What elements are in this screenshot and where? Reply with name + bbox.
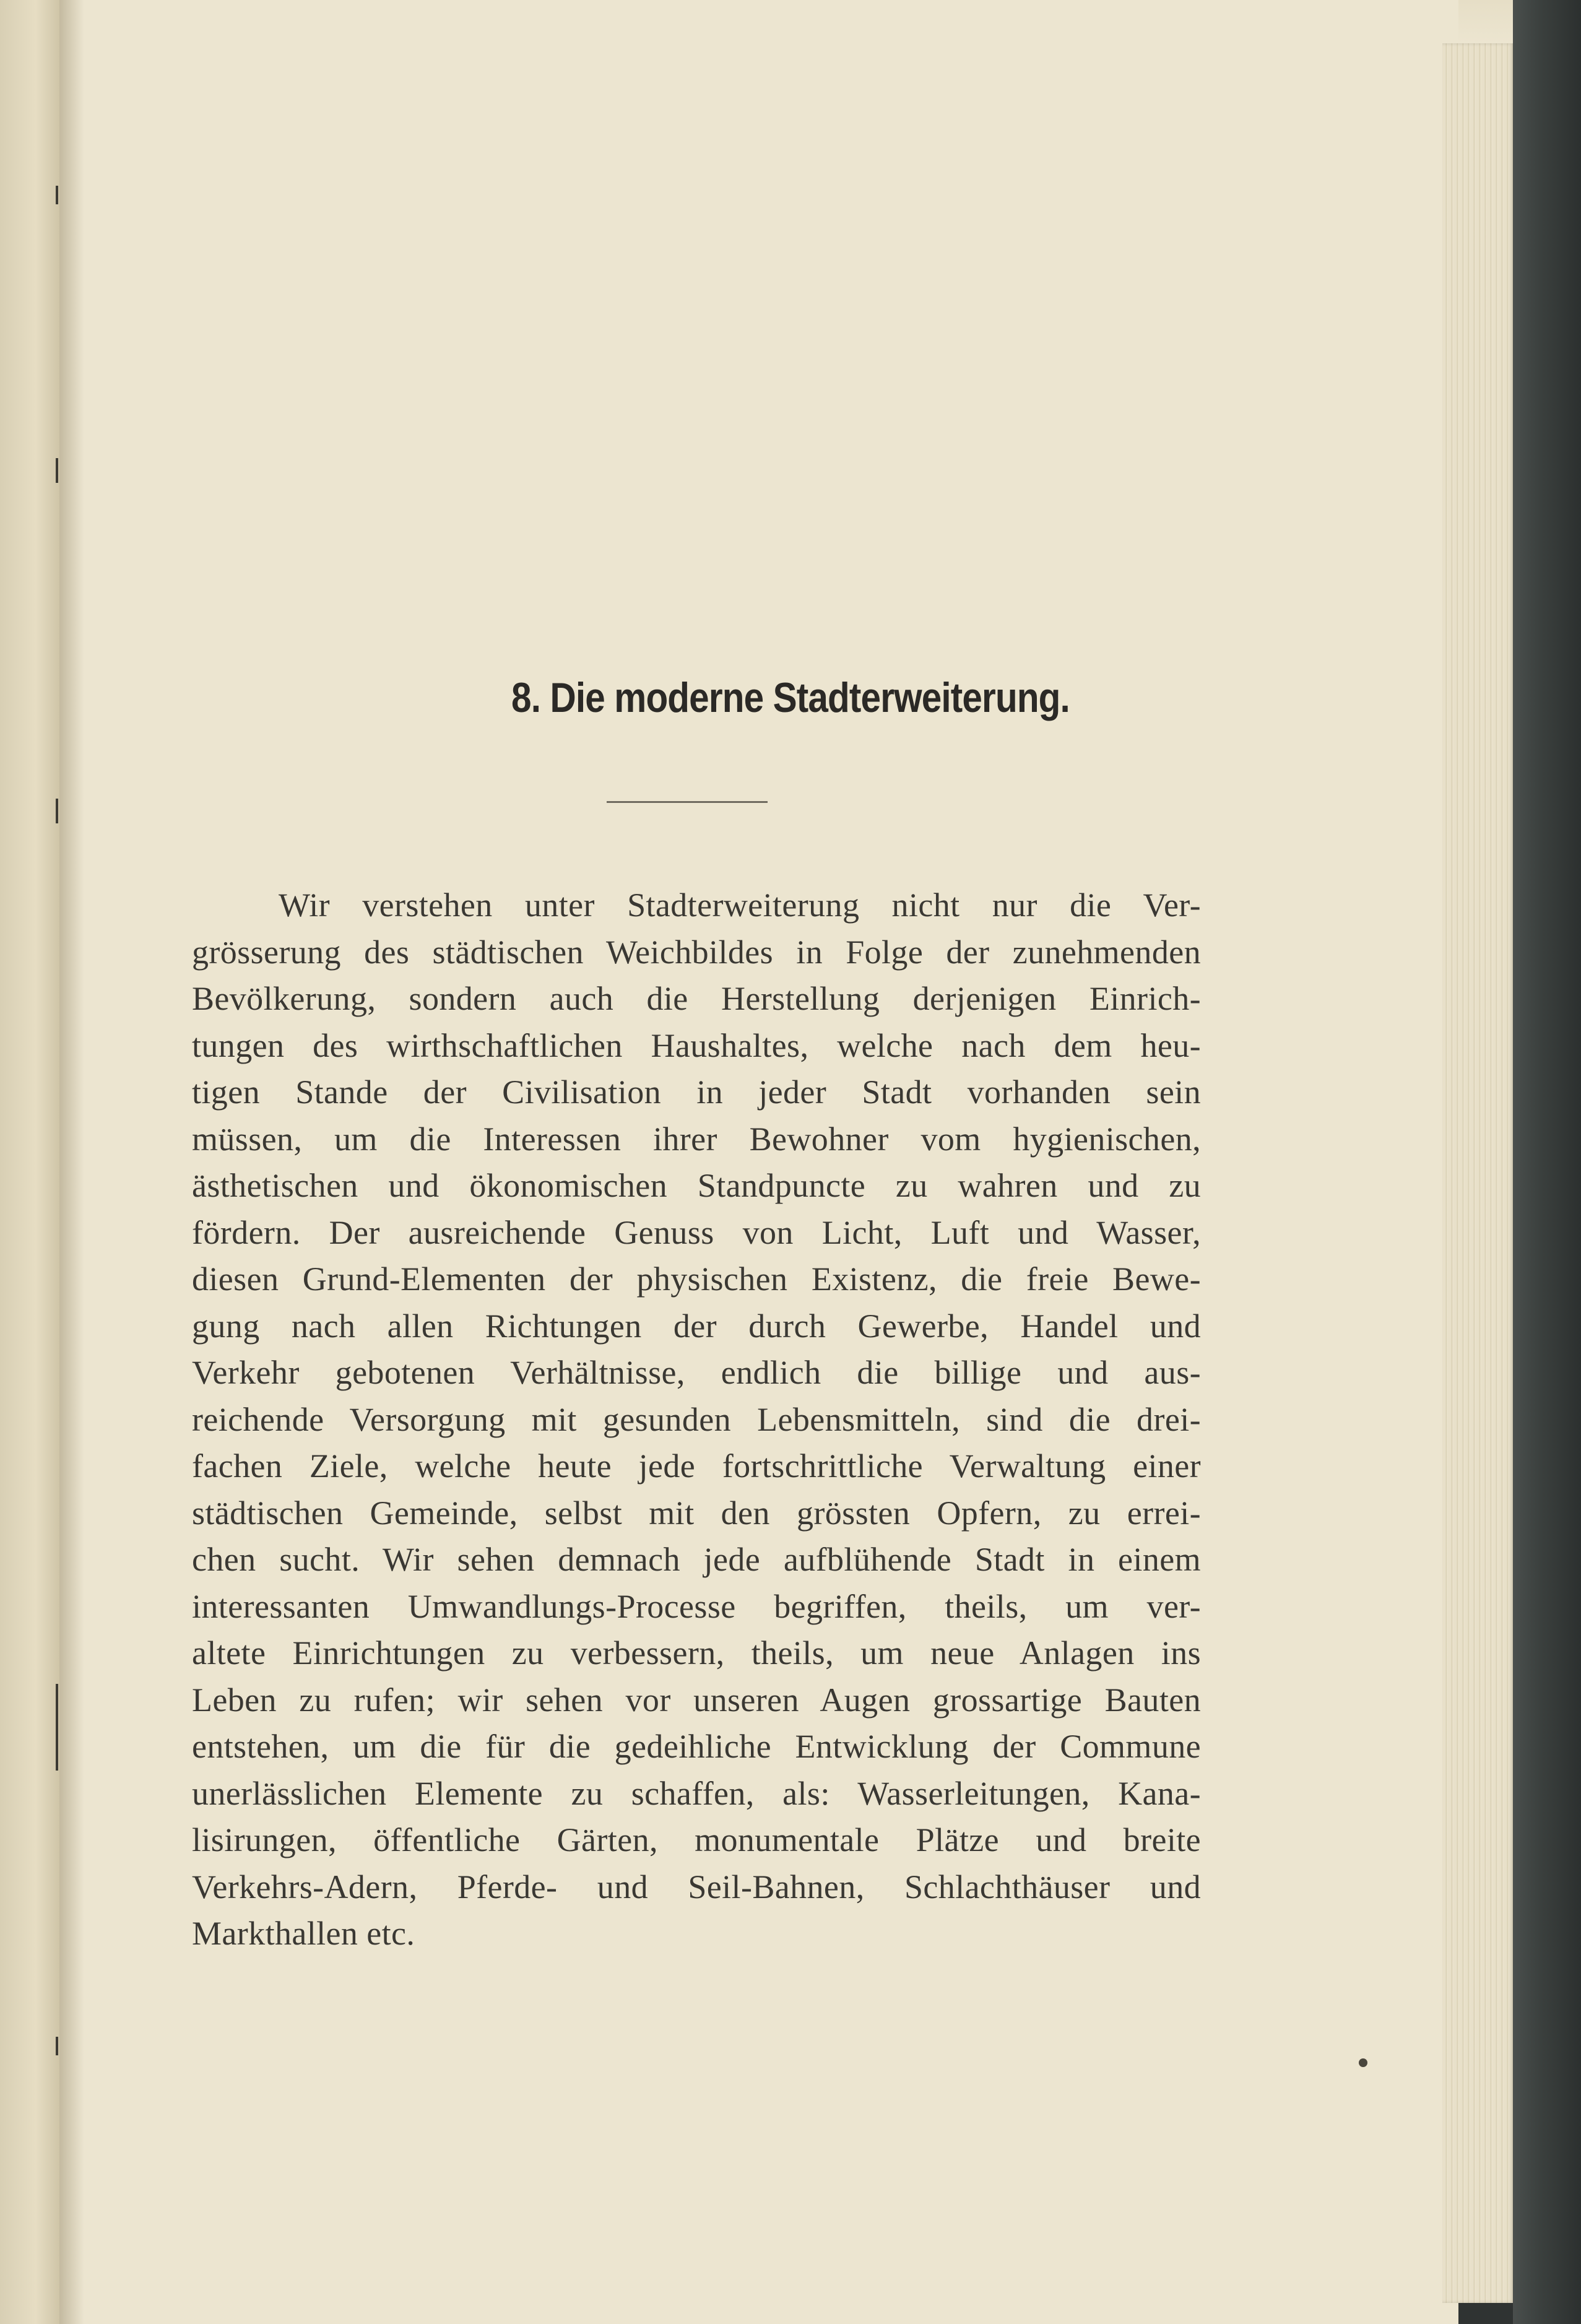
- text-line: fördern. Der ausreichende Genuss von Licht, Luft und Wasser,: [192, 1213, 1201, 1251]
- text-line: fachen Ziele, welche heute jede fortschrittliche Verwaltung einer: [192, 1447, 1201, 1485]
- text-line: Wir verstehen unter Stadterweiterung nicht nur die Ver-: [279, 887, 1201, 924]
- text-line: müssen, um die Interessen ihrer Bewohner vom hygienischen,: [192, 1120, 1201, 1158]
- text-line: diesen Grund-Elementen der physischen Existenz, die freie Bewe-: [192, 1260, 1201, 1298]
- text-line: Leben zu rufen; wir sehen vor unseren Augen grossartige Bauten: [192, 1681, 1201, 1719]
- left-binding: [0, 0, 59, 2324]
- text-line: interessanten Umwandlungs-Processe begriffen, theils, um ver-: [192, 1587, 1201, 1625]
- text-line: lisirungen, öffentliche Gärten, monumentale Plätze und breite: [192, 1821, 1201, 1858]
- ink-spot: [1359, 2058, 1367, 2067]
- text-line: Markthallen etc.: [192, 1915, 415, 1952]
- binding-thread-4: [56, 1684, 58, 1771]
- text-line: ästhetischen und ökonomischen Standpuncte zu wahren und zu: [192, 1167, 1201, 1204]
- page-fore-edge: [1442, 43, 1514, 2303]
- text-line: städtischen Gemeinde, selbst mit den grössten Opfern, zu errei-: [192, 1494, 1201, 1532]
- text-line: altete Einrichtungen zu verbessern, theils, um neue Anlagen ins: [192, 1634, 1201, 1671]
- binding-thread-1: [56, 186, 58, 204]
- text-line: entstehen, um die für die gedeihliche Entwicklung der Commune: [192, 1728, 1201, 1765]
- text-line: reichende Versorgung mit gesunden Lebensmitteln, sind die drei-: [192, 1400, 1201, 1438]
- chapter-heading: 8. Die moderne Stadterweiterung.: [511, 674, 1070, 721]
- text-line: gung nach allen Richtungen der durch Gewerbe, Handel und: [192, 1307, 1201, 1345]
- gutter-shadow: [59, 0, 84, 2324]
- text-line: chen sucht. Wir sehen demnach jede aufblühende Stadt in einem: [192, 1541, 1201, 1578]
- book-cover-edge: [1513, 0, 1581, 2324]
- text-line: Bevölkerung, sondern auch die Herstellung derjenigen Einrich-: [192, 980, 1201, 1017]
- text-line: grösserung des städtischen Weichbildes in Folge der zunehmenden: [192, 933, 1201, 971]
- text-line: Verkehrs-Adern, Pferde- und Seil-Bahnen, Schlachthäuser und: [192, 1868, 1201, 1906]
- text-line: unerlässlichen Elemente zu schaffen, als: Wasserleitungen, Kana-: [192, 1774, 1201, 1812]
- text-line: tigen Stande der Civilisation in jeder Stadt vorhanden sein: [192, 1073, 1201, 1111]
- binding-thread-3: [56, 799, 58, 823]
- binding-thread-5: [56, 2037, 58, 2055]
- heading-rule: [607, 801, 768, 803]
- text-line: tungen des wirthschaftlichen Haushaltes, welche nach dem heu-: [192, 1026, 1201, 1064]
- binding-thread-2: [56, 458, 58, 483]
- body-paragraph: [192, 882, 1201, 1958]
- text-line: Verkehr gebotenen Verhältnisse, endlich die billige und aus-: [192, 1354, 1201, 1391]
